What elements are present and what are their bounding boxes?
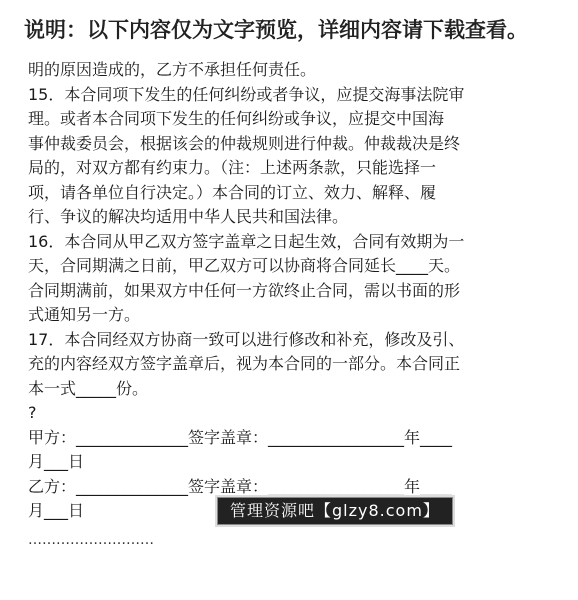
document-body [28,58,558,524]
document-line: 事仲裁委员会，根据该会的仲裁规则进行仲裁。仲裁裁决是终 [28,133,461,153]
party-b-signature-line: 乙方：______________签字盖章：_________________年____ [28,476,453,496]
truncation-ellipsis: ……………………… [28,532,154,548]
document-line: 天，合同期满之日前，甲乙双方可以协商将合同延长____天。 [28,256,461,275]
document-line: 式通知另一方。 [28,305,141,324]
document-line: 项，请各单位自行决定。）本合同的订立、效力、解释、履 [28,182,437,202]
party-a-date-line: 月___日 [28,452,85,471]
site-watermark: 管理资源吧【glzy8.com】 [217,497,453,525]
document-line: 明的原因造成的，乙方不承担任何责任。 [28,60,317,79]
document-line: 局的，对双方都有约束力。（注：上述两条款，只能选择一 [28,158,437,177]
document-line: 充的内容经双方签字盖章后，视为本合同的一部分。本合同正 [28,354,461,373]
document-line: 16．本合同从甲乙双方签字盖章之日起生效，合同有效期为一 [28,231,465,251]
document-line: ? [28,403,37,422]
document-line: 合同期满前，如果双方中任何一方欲终止合同，需以书面的形 [28,280,461,300]
document-line: 本一式_____份。 [28,378,149,398]
preview-notice: 说明：以下内容仅为文字预览，详细内容请下载查看。 [24,18,528,42]
party-a-signature-line: 甲方：______________签字盖章：_________________年____ [28,427,453,447]
document-line: 行、争议的解决均适用中华人民共和国法律。 [28,207,349,226]
document-line: 理。或者本合同项下发生的任何纠纷或争议，应提交中国海 [28,109,445,128]
document-line: 17．本合同经双方协商一致可以进行修改和补充，修改及引、 [28,329,465,349]
document-line: 15．本合同项下发生的任何纠纷或者争议，应提交海事法院审 [28,84,465,104]
party-b-date-line: 月___日 [28,501,85,520]
